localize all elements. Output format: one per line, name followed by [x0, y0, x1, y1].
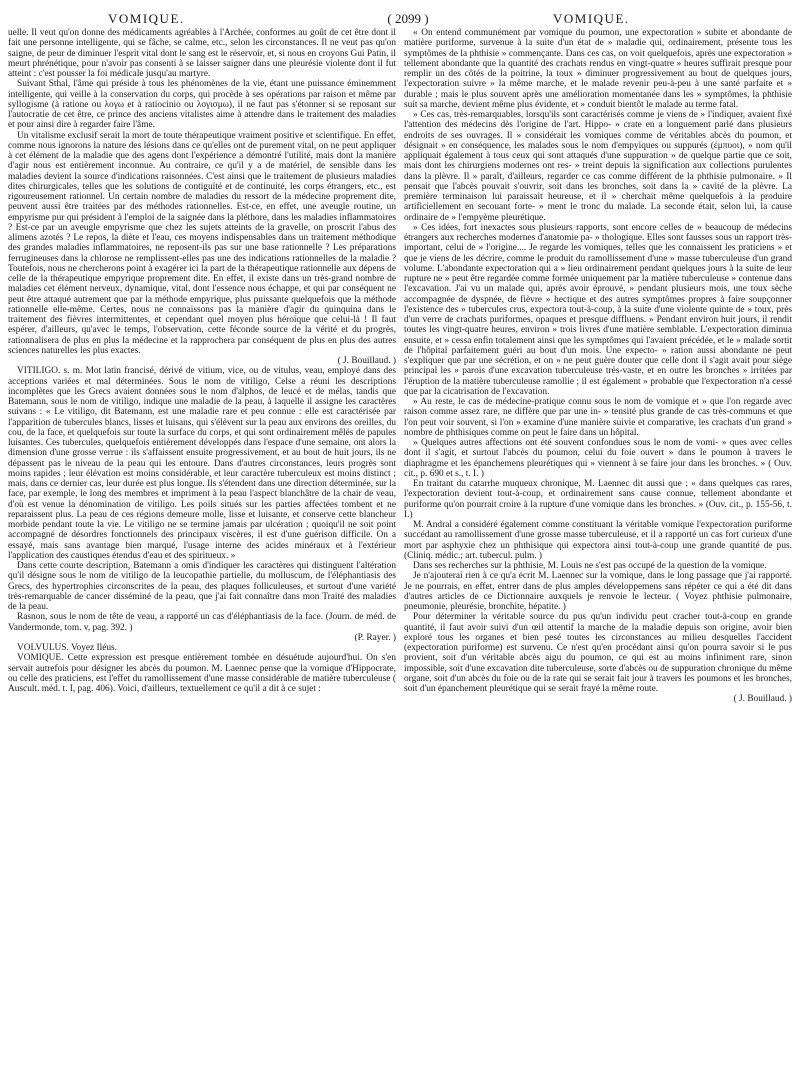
entry-vitiligo: VITILIGO. s. m. Mot latin francisé, dérivé de vitium, vice, ou de vitulus, veau, employé dans des acceptions variées et mal déterminées. Sous le nom de vitiligo, Celse a réuni les descriptions incomplètes que les Grecs avaient données sous le nom d'alphos, de leucé et de mélas, tandis que Batemann, sous le nom de vitiligo, indique une maladie de la peau, à laquelle il assigne les caractères suivans : « Le vitiligo, dit Batemann, est une maladie rare et peu connue : elle est caractérisée par l'apparition de tubercules blancs, lisses et luisans, qui s'élèvent sur la peau aux environs des oreilles, du cou, de la face, et quelquefois sur toute la surface du corps, et qui sont ordinairement mêlés de papules luisantes. Ces tubercules, quelquefois entièrement développés dans l'espace d'une semaine, ont alors la dimension d'une grosse verrue : ils s'affaissent ensuite progressivement, et au bout de huit jours, ils ne dépassent pas le niveau de la peau qui les entoure. Dans d'autres circonstances, leurs progrès sont moins rapides ; leur élévation est moins considérable, et leur caractère tuberculeux est moins distinct ; mais, dans ce dernier cas, leur durée est plus longue. Ils s'étendent dans une direction déterminée, sur la face, par exemple, le long des membres et impriment à la peau l'aspect blanchâtre de la chair de veau, d'où est venue la dénomination de vitiligo. Les poils situés sur les parties affectées tombent et ne reparaissent plus. La peau de ces régions demeure molle, lisse et luisante, et conserve cette blancheur morbide pendant toute la vie. Le vitiligo ne se termine jamais par ulcération ; quoiqu'il ne soit point accompagné de désordres fonctionnels des principaux viscères, il est d'une guérison difficile. On a essayé, mais sans avantage bien marqué, l'usage interne des acides minéraux et à l'extérieur l'application des caustiques étendus d'eau et des spiritueux. »: [8, 366, 396, 561]
right-column: [404, 28, 792, 1080]
quotation: » Au reste, le cas de médecine-pratique connu sous le nom de vomique et » que l'on regarde avec raison comme assez rare, ne diffère que par une in- » tensité plus grande de cas très-communs et que l'on peut voir souvent, si l'on » examine d'une manière suivie et comparative, les crachats d'un grand » nombre de phthisiques comme on peut le faire dans un hôpital.: [404, 397, 792, 438]
quotation: » Quelques autres affections ont été souvent confondues sous le nom de vomi- » ques avec celles dont il s'agit, et surtout l'abcès du poumon, celui du foie ouvert » dans le poumon à travers le diaphragme et les épanchemens pleurétiques qui » viennent à se faire jour dans les bronches. » ( Ouv. cit., p. 690 et s., t. I. ): [404, 438, 792, 479]
paragraph: Pour déterminer la véritable source du pus qu'un individu peut cracher tout-à-coup en grande quantité, il faut avoir suivi d'un œil attentif la marche de la maladie depuis son origine, avoir bien exploré tous les organes et bien pesé toutes les circonstances au milieu desquelles l'accident (expectoration puriforme) est survenu. Ce n'est qu'en procédant ainsi qu'on pourra savoir si le pus provient, soit d'un véritable abcès aigu du poumon, ce qui est au moins infiniment rare, sinon impossible, soit d'une excavation dite tuberculeuse, sorte d'abcès ou de suppuration chronique du même organe, soit d'un abcès du foie ou de la rate qui se serait fait jour à travers les poumons et les bronches, soit d'un épanchement pleurétique qui se serait frayé la même route.: [404, 612, 792, 694]
paragraph: Suivant Sthal, l'âme qui préside à tous les phénomènes de la vie, étant une puissance éminemment intelligente, qui veille à la conservation du corps, qui procède à ses opérations par raison et même par syllogisme (à ratione ou λογω et à ratiocinio ou λογισμω), il ne faut pas s'étonner si se reposant sur l'autocratie de cet être, ce prince des anciens vitalistes aime à attendre dans le traitement des maladies et pour ainsi dire à regarder faire l'âme.: [8, 79, 396, 131]
paragraph: Je n'ajouterai rien à ce qu'a écrit M. Laennec sur la vomique, dans le long passage que j'ai rapporté. Je ne pourrais, en effet, entrer dans de plus amples développemens sans répéter ce qui a été dit dans d'autres articles de ce Dictionnaire auxquels je renvoie le lecteur. ( Voyez phthisie pulmonaire, pneumonie, pleurésie, bronchite, hépatite. ): [404, 571, 792, 612]
page-number: ( 2099 ): [387, 11, 429, 26]
left-column: [8, 28, 396, 1080]
paragraph: Rasnon, sous le nom de tête de veau, a rapporté un cas d'éléphantiasis de la face. (Journ. de méd. de Vandermonde, tom. v, pag. 392. ): [8, 612, 396, 633]
entry-volvulus: VOLVULUS. Voyez Iléus.: [17, 643, 118, 653]
author-signature: ( J. Bouillaud. ): [337, 356, 396, 366]
paragraph: En traitant du catarrhe muqueux chronique, M. Laennec dit aussi que : « dans quelques cas rares, l'expectoration devient tout-à-coup, et ordinairement sans cause connue, tellement abondante et puriforme qu'on pourrait croire à la rupture d'une vomique dans les bronches. » (Ouv. cit., p. 155-56, t. I.): [404, 479, 792, 520]
paragraph: M. Andral a considéré également comme constituant la véritable vomique l'expectoration puriforme succédant au ramollissement d'une grosse masse tuberculeuse, et il a rapporté un cas fort curieux d'une mort par asphyxie chez un phthisique qui expectora ainsi tout-à-coup une grande quantité de pus. (Cliniq. médic.; art. tubercul. pulm. ): [404, 520, 792, 561]
two-column-body: [8, 28, 792, 1080]
running-header: [8, 6, 792, 28]
quotation: » Ces cas, très-remarquables, lorsqu'ils sont caractérisés comme je viens de » l'indiquer, avaient fixé l'attention des médecins dès l'origine de l'art. Hippo- » crate en a longuement parlé dans plusieurs endroits de ses ouvrages. Il » considérait les vomiques comme de véritables abcès du poumon, et désignait » en conséquence, les malades sous le nom d'empyiques ou suppurés (έμπυοι), » nom qu'il appliquait également à tous ceux qui sont attaqués d'une suppuration » de quelque partie que ce soit, mais dont les chirurgiens modernes ont res- » treint depuis la signification aux collections purulentes dans la plèvre. Il » paraît, d'ailleurs, regarder ce cas comme différent de la phthisie pulmonaire. » Il pensait que l'abcès pouvait s'ouvrir, soit dans les bronches, soit dans la » cavité de la plèvre. La première terminaison lui paraissait heureuse, et il » cherchait même quelquefois à la produire artificiellement en secouant forte- » ment le tronc du malade. La seconde était, selon lui, la cause ordinaire de » l'empyème pleurétique.: [404, 110, 792, 223]
paragraph: uelle. Il veut qu'on donne des médicaments agréables à l'Archée, conformes au goût de cet être dont il fait une personne intelligente, qui se fâche, se calme, etc., selon les circonstances. Il ne veut pas qu'on saigne, de peur de diminuer l'esprit vital dont le sang est le réservoir, et, si nous en croyons Gui Patin, il meurt phrénétique, pour n'avoir pas consenti à se laisser saigner dans une pleurésie violente dont il fut atteint : c'est pousser la foi médicale jusqu'au martyre.: [8, 28, 396, 79]
paragraph: Dans cette courte description, Batemann a omis d'indiquer les caractères qui distinguent l'altération qu'il désigne sous le nom de vitiligo de la leucopathie partielle, du molluscum, de l'éléphantiasis des Grecs, des hypertrophies circonscrites de la peau, des plaques folliculeuses, et surtout d'une variété très-remarquable de cancer disséminé de la peau, que j'ai fait connaître dans mon Traité des maladies de la peau.: [8, 561, 396, 612]
author-signature: (P. Rayer. ): [354, 632, 396, 643]
quotation: « On entend communément par vomique du poumon, une expectoration » subite et abondante de matière puriforme, survenue à la suite d'un état de » maladie qui, ordinairement, présente tous les symptômes de la phthisie » commençante. Dans ces cas, on voit quelquefois, après une expectoration » tellement abondante que la quantité des crachats rendus en vingt-quatre » heures suffirait presque pour remplir un des côtés de la poitrine, la toux » diminuer progressivement au bout de quelques jours, l'expectoration suivre » la même marche, et le malade revenir peu-à-peu à une santé parfaite et » durable ; mais le plus souvent après une amélioration momentanée dans les » symptômes, la phthisie suit sa marche, devient même plus évidente, et » conduit bientôt le malade au terme fatal.: [404, 28, 792, 110]
header-right-title: VOMIQUE.: [553, 11, 630, 26]
entry-vomique: VOMIQUE. Cette expression est presque entièrement tombée en désuétude aujourd'hui. On s'en servait autrefois pour désigner les abcès du poumon. M. Laennec pense que la vomique d'Hippocrate, ou celle des praticiens, est l'effet du ramollissement d'une masse considérable de matière tuberculeuse ( Auscult. méd. t. I, pag. 406). Voici, d'ailleurs, textuellement ce qu'il a dit à ce sujet :: [8, 653, 396, 694]
paragraph: Dans ses recherches sur la phthisie, M. Louis ne s'est pas occupé de la question de la vomique.: [413, 561, 767, 571]
paragraph: Un vitalisme exclusif serait la mort de toute thérapeutique vraiment positive et scientifique. En effet, comme nous ignorons la nature des lésions dans ce qu'elles ont de purement vital, on ne peut appliquer à cet élément de la maladie que des agens dont l'expérience a démontré l'utilité, mais dont la manière d'agir nous est entièrement inconnue. Au contraire, ce qu'il y a de matériel, de sensible dans les maladies devient la source d'indications raisonnées. C'est ainsi que le traitement de plusieurs maladies dites chirurgicales, telles que les solutions de contiguïté et de continuité, les corps étrangers, etc., est rigoureusement rationnel. Un certain nombre de maladies du ressort de la médecine proprement dite, peuvent aussi être traitées par des méthodes rationnelles. Est-ce, en effet, une aveugle routine, un empyrisme pur qui président à l'emploi de la saignée dans la pléthore, dans les maladies inflammatoires ? Est-ce par un aveugle empyrisme que chez les sujets atteints de la gravelle, on proscrit l'abus des alimens azotés ? Le repos, la diète et l'eau, ces moyens indispensables dans un traitement méthodique des grandes maladies inflammatoires, ne reposent-ils pas sur une base rationnelle ? Les préparations ferrugineuses dans la chlorose ne remplissent-elles pas une des indications rationnelles de la maladie ? Toutefois, nous ne chercherons point à exagérer ici la part de la thérapeutique rationnelle aux dépens de celle de la thérapeutique empyrique proprement dite. En effet, il existe dans un très-grand nombre de maladies cet élément nerveux, dynamique, vital, dont l'essence nous échappe, et qui par conséquent ne peut être attaqué autrement que par la méthode empyrique, plus puissante quelquefois que la méthode rationnelle elle-même. Certes, nous ne connaissons pas la manière d'agir du quinquina dans le traitement des fièvres intermittentes, et cependant quel moyen plus héroïque que celui-là ! Il faut espérer, d'ailleurs, qu'avec le temps, l'observation, cette féconde source de la vérité et du progrès, rationnalisera de plus en plus la médecine et la rapprochera par conséquent de plus en plus des autres sciences naturelles les plus exactes.: [8, 130, 396, 356]
author-signature: ( J. Bouillaud. ): [733, 694, 792, 705]
quotation: » Ces idées, fort inexactes sous plusieurs rapports, sont encore celles de » beaucoup de médecins étrangers aux recherches modernes d'anatomie pa- » thologique. Elles sont fausses sous un rapport très-important, celui de » l'origine.... Je regarde les vomiques, telles que les connaissent les praticiens » et que je viens de les décrire, comme le produit du ramollissement d'une » masse tuberculeuse d'un grand volume. L'abondante expectoration qui a » lieu ordinairement pendant quelques jours à la suite de leur rupture ne » peut être regardée comme formée uniquement par la matière tuberculeuse » contenue dans l'excavation. J'ai vu un malade qui, après avoir éprouvé, » pendant plusieurs mois, une toux sèche accompagnée de dyspnée, de fièvre » hectique et des autres symptômes propres à faire soupçonner l'existence des » tubercules crus, expectora tout-à-coup, à la suite d'une violente quinte de » toux, près d'un verre de crachats puriformes, opaques et presque diffluens. » Pendant environ huit jours, il rendit toutes les vingt-quatre heures, environ » trois livres d'une matière semblable. L'expectoration diminua ensuite, et » cessa enfin totalement ainsi que les symptômes qui l'avaient précédée, et le » malade sortit de l'hôpital parfaitement guéri au bout d'un mois. Une expecto- » ration aussi abondante ne peut s'expliquer que par une sécrétion, et on » ne peut guère douter que celle dont il s'agit avait pour siège principal les » parois d'une excavation tuberculeuse très-vaste, et en outre les bronches » irritées par l'éruption de la matière tuberculeuse ramollie ; il est également » probable que l'expectoration n'a cessé que par la cicatrisation de l'excavation.: [404, 222, 792, 397]
header-left-title: VOMIQUE.: [108, 11, 185, 26]
